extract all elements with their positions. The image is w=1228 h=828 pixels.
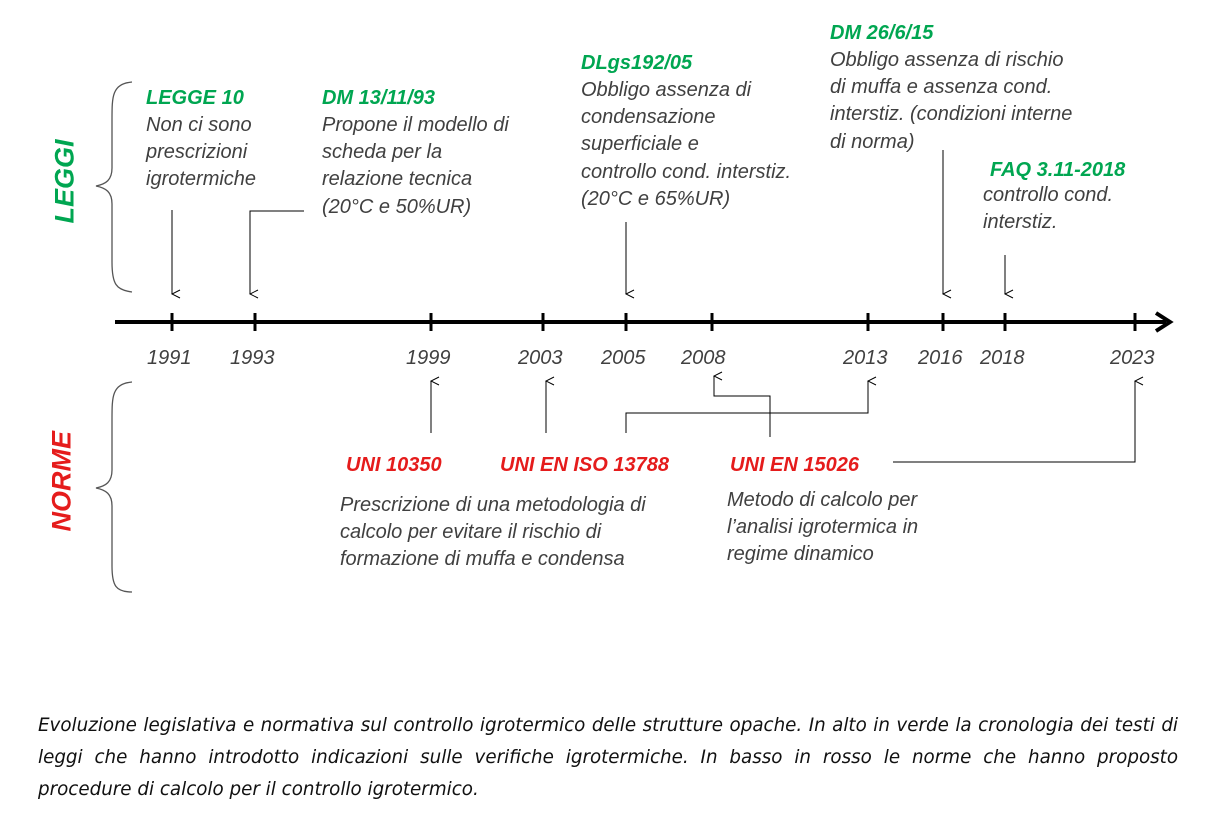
year-label: 1999 [406,347,451,369]
arrow-en15026-2023 [893,381,1135,462]
norm-desc-line: l’analisi igrotermica in [727,516,919,538]
arrow-iso13788-2013 [626,381,868,433]
year-label: 1993 [230,347,275,369]
year-label: 2023 [1110,347,1155,369]
law-line: interstiz. (condizioni interne [830,103,1073,125]
law-line: Non ci sono [146,114,252,136]
arrow-en15026-2008 [714,376,770,437]
law-title: DLgs192/05 [581,52,693,74]
arrow-dm93 [250,211,304,294]
norm-uni-en-15026: UNI EN 15026 [730,454,859,476]
law-line: (20°C e 50%UR) [322,196,472,218]
law-line: scheda per la [322,141,443,163]
norm-desc-line: Prescrizione di una metodologia di [340,494,646,516]
norm-uni-en-iso-13788: UNI EN ISO 13788 [500,454,669,476]
leggi-label: LEGGI [49,139,80,224]
year-label: 2005 [601,347,646,369]
law-line: Obbligo assenza di [581,79,752,101]
law-title: LEGGE 10 [146,87,244,109]
law-line: di muffa e assenza cond. [830,76,1053,98]
law-line: controllo cond. [983,184,1114,206]
year-label: 1991 [147,347,192,369]
law-line: prescrizioni [146,141,248,163]
law-title: DM 26/6/15 [830,22,934,44]
law-title: DM 13/11/93 [322,87,436,109]
law-line: controllo cond. interstiz. [581,161,792,183]
year-label: 2003 [518,347,563,369]
norm-desc-line: regime dinamico [727,543,874,565]
law-line: condensazione [581,106,716,128]
norm-desc-line: calcolo per evitare il rischio di [340,521,602,543]
leggi-brace [96,82,132,292]
law-line: Propone il modello di [322,114,509,136]
norme-label: NORME [46,431,77,532]
year-label: 2018 [980,347,1025,369]
figure-caption: Evoluzione legislativa e normativa sul controllo igrotermico delle strutture opache. In alto in verde la cronologia dei testi di leggi che hanno introdotto indicazioni sulle verifiche igrotermiche. In basso in rosso le norme che hanno proposto procedure di calcolo per il controllo igrotermico. [38,715,1178,800]
norm-desc-line: Metodo di calcolo per [727,489,918,511]
law-line: di norma) [830,131,915,153]
law-line: superficiale e [581,133,699,155]
norm-desc-line: formazione di muffa e condensa [340,548,625,570]
law-title: FAQ 3.11-2018 [990,159,1126,181]
year-label: 2008 [681,347,726,369]
law-line: igrotermiche [146,168,257,190]
norm-uni10350: UNI 10350 [346,454,442,476]
law-line: relazione tecnica [322,168,473,190]
law-line: interstiz. [983,211,1058,233]
year-label: 2013 [843,347,888,369]
law-line: Obbligo assenza di rischio [830,49,1064,71]
norme-brace [96,382,132,592]
year-label: 2016 [918,347,963,369]
law-line: (20°C e 65%UR) [581,188,731,210]
